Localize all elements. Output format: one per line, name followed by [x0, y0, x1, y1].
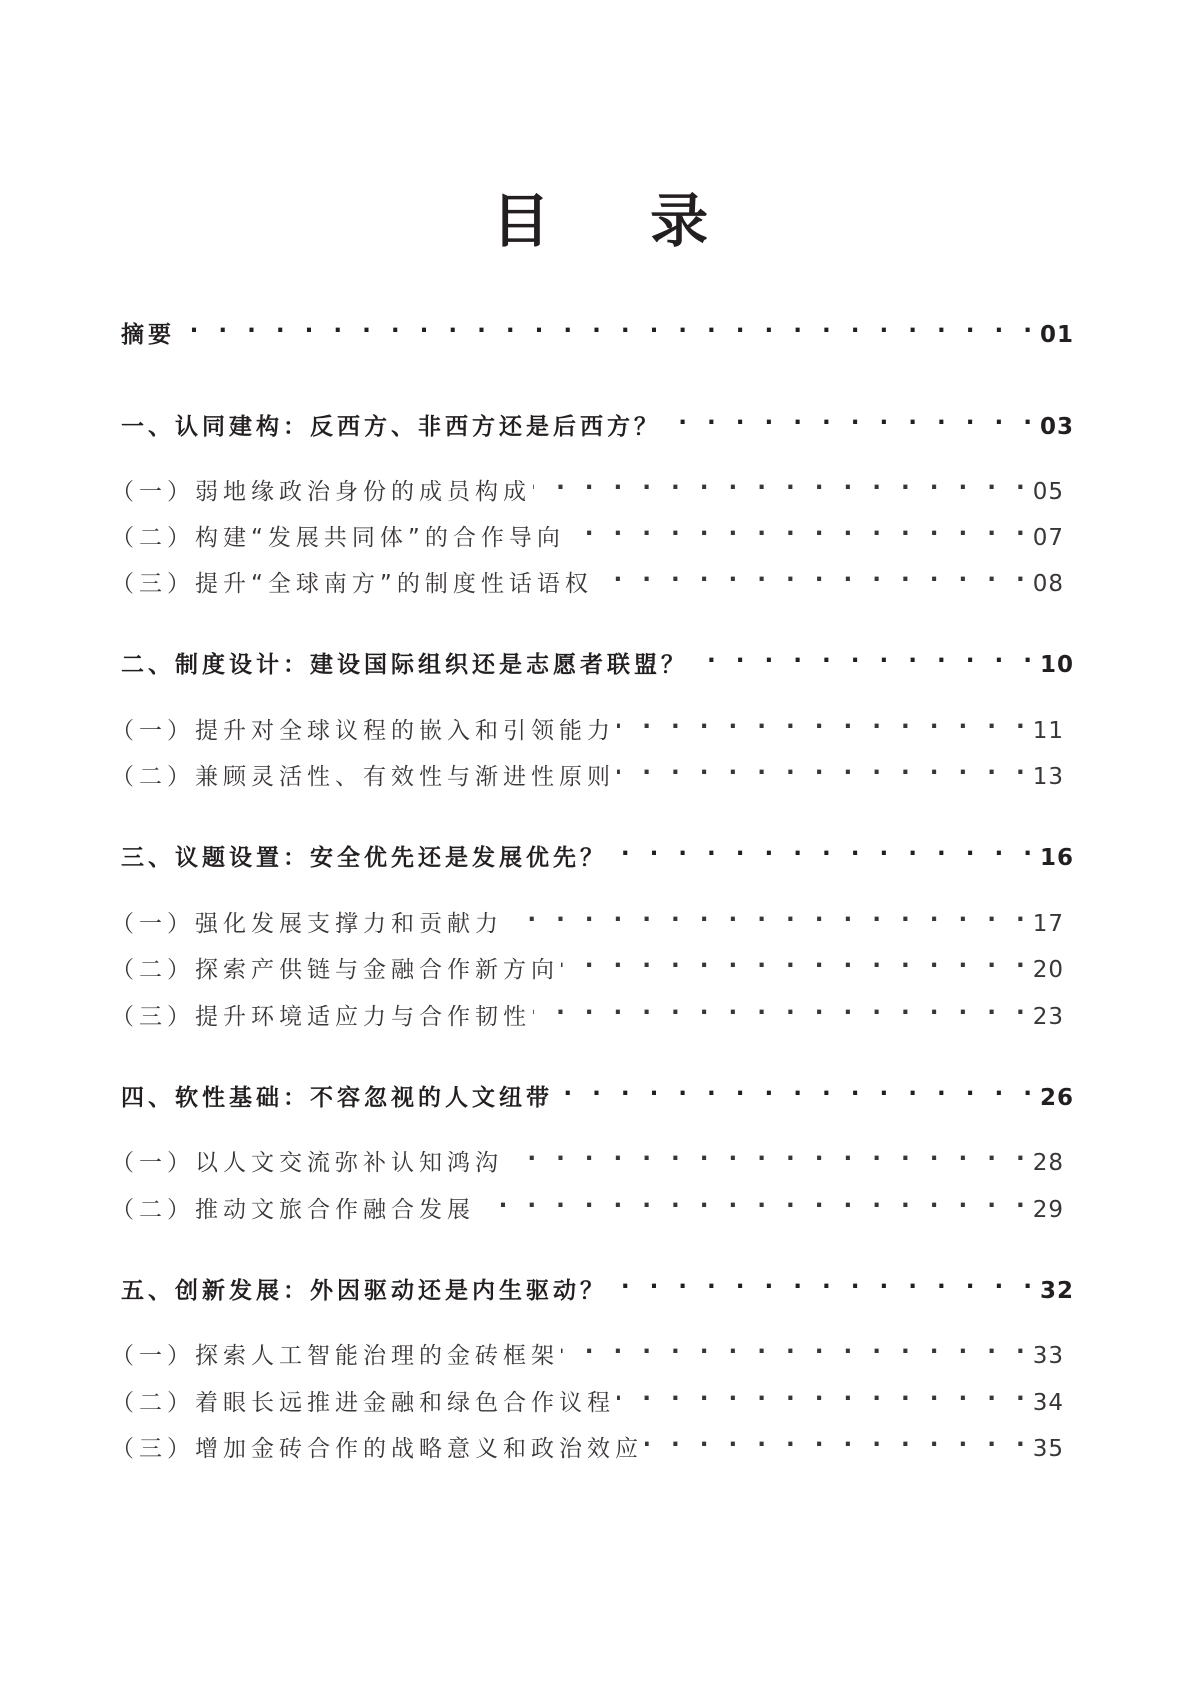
toc-entry-label: 四、软性基础：不容忽视的人文纽带 [121, 1085, 553, 1111]
toc-entry-page: 16 [1039, 845, 1074, 871]
toc-entry-label: （三）提升环境适应力与合作韧性 [111, 1004, 531, 1030]
dot-leader [533, 1001, 1031, 1024]
toc-entry-label: （一）探索人工智能治理的金砖框架 [111, 1343, 559, 1369]
toc-entry-chapter-4[interactable] [121, 1079, 1074, 1112]
toc-entry-chapter-5[interactable] [121, 1272, 1074, 1305]
toc-entry-section-2-1[interactable] [111, 712, 1064, 745]
dot-leader [561, 954, 1031, 977]
dot-leader [609, 1275, 1038, 1298]
toc-entry-page: 17 [1032, 911, 1064, 937]
toc-entry-section-3-3[interactable] [111, 998, 1064, 1031]
dot-leader [617, 715, 1031, 738]
toc-entry-section-5-2[interactable] [111, 1384, 1064, 1417]
toc-entry-label: （二）推动文旅合作融合发展 [111, 1197, 475, 1223]
toc-entry-label: 一、认同建构：反西方、非西方还是后西方？ [121, 414, 661, 440]
dot-leader [505, 908, 1031, 931]
toc-entry-page: 20 [1032, 957, 1064, 983]
toc-entry-page: 29 [1032, 1197, 1064, 1223]
dot-leader [555, 1082, 1038, 1105]
toc-entry-page: 13 [1032, 764, 1064, 790]
toc-entry-label: （一）弱地缘政治身份的成员构成 [111, 479, 531, 505]
dot-leader [609, 842, 1038, 865]
toc-entry-page: 34 [1032, 1390, 1064, 1416]
toc-entry-chapter-3[interactable] [121, 839, 1074, 872]
toc-entry-label: （一）提升对全球议程的嵌入和引领能力 [111, 718, 615, 744]
toc-entry-section-5-1[interactable] [111, 1337, 1064, 1370]
dot-leader [617, 761, 1031, 784]
dot-leader [177, 319, 1038, 342]
toc-entry-section-2-2[interactable] [111, 758, 1064, 791]
toc-entry-section-1-1[interactable] [111, 473, 1064, 506]
toc-entry-label: （一）强化发展支撑力和贡献力 [111, 911, 503, 937]
toc-entry-label: 摘要 [121, 322, 175, 348]
toc-entry-chapter-2[interactable] [121, 646, 1074, 679]
toc-entry-section-4-2[interactable] [111, 1191, 1064, 1224]
toc-entry-chapter-1[interactable] [121, 408, 1074, 441]
toc-entry-page: 28 [1032, 1150, 1064, 1176]
toc-entry-section-4-1[interactable] [111, 1144, 1064, 1177]
toc-entry-page: 01 [1039, 322, 1074, 348]
toc-entry-abstract[interactable] [121, 316, 1074, 349]
dot-leader [617, 1387, 1031, 1410]
toc-entry-label: （二）探索产供链与金融合作新方向 [111, 957, 559, 983]
toc-entry-page: 03 [1039, 414, 1074, 440]
toc-entry-page: 35 [1032, 1436, 1064, 1462]
toc-entry-label: 三、议题设置：安全优先还是发展优先？ [121, 845, 607, 871]
toc-entry-section-1-3[interactable] [111, 565, 1064, 598]
toc-entry-page: 32 [1039, 1278, 1074, 1304]
toc-entry-section-5-3[interactable] [111, 1430, 1064, 1463]
toc-entry-page: 08 [1032, 571, 1064, 597]
toc-entry-section-1-2[interactable] [111, 519, 1064, 552]
dot-leader [505, 1147, 1031, 1170]
toc-entry-label: 二、制度设计：建设国际组织还是志愿者联盟？ [121, 652, 688, 678]
toc-entry-section-3-2[interactable] [111, 951, 1064, 984]
dot-leader [595, 568, 1031, 591]
dot-leader [561, 1340, 1031, 1363]
dot-leader [477, 1194, 1031, 1217]
toc-entry-page: 07 [1032, 525, 1064, 551]
toc-entry-label: 五、创新发展：外因驱动还是内生驱动？ [121, 1278, 607, 1304]
toc-entry-page: 05 [1032, 479, 1064, 505]
dot-leader [645, 1433, 1031, 1456]
toc-entry-label: （三）提升“全球南方”的制度性话语权 [111, 571, 593, 597]
dot-leader [567, 522, 1031, 545]
dot-leader [533, 476, 1031, 499]
toc-entry-page: 11 [1032, 718, 1064, 744]
page-title: 目 录 [491, 187, 749, 255]
toc-entry-label: （三）增加金砖合作的战略意义和政治效应 [111, 1436, 643, 1462]
toc-entry-label: （二）构建“发展共同体”的合作导向 [111, 525, 565, 551]
toc-entry-section-3-1[interactable] [111, 905, 1064, 938]
toc-entry-page: 23 [1032, 1004, 1064, 1030]
dot-leader [690, 649, 1038, 672]
toc-entry-label: （一）以人文交流弥补认知鸿沟 [111, 1150, 503, 1176]
toc-entry-page: 33 [1032, 1343, 1064, 1369]
toc-entry-page: 10 [1039, 652, 1074, 678]
toc-entry-label: （二）着眼长远推进金融和绿色合作议程 [111, 1390, 615, 1416]
toc-entry-page: 26 [1039, 1085, 1074, 1111]
toc-entry-label: （二）兼顾灵活性、有效性与渐进性原则 [111, 764, 615, 790]
dot-leader [663, 411, 1038, 434]
